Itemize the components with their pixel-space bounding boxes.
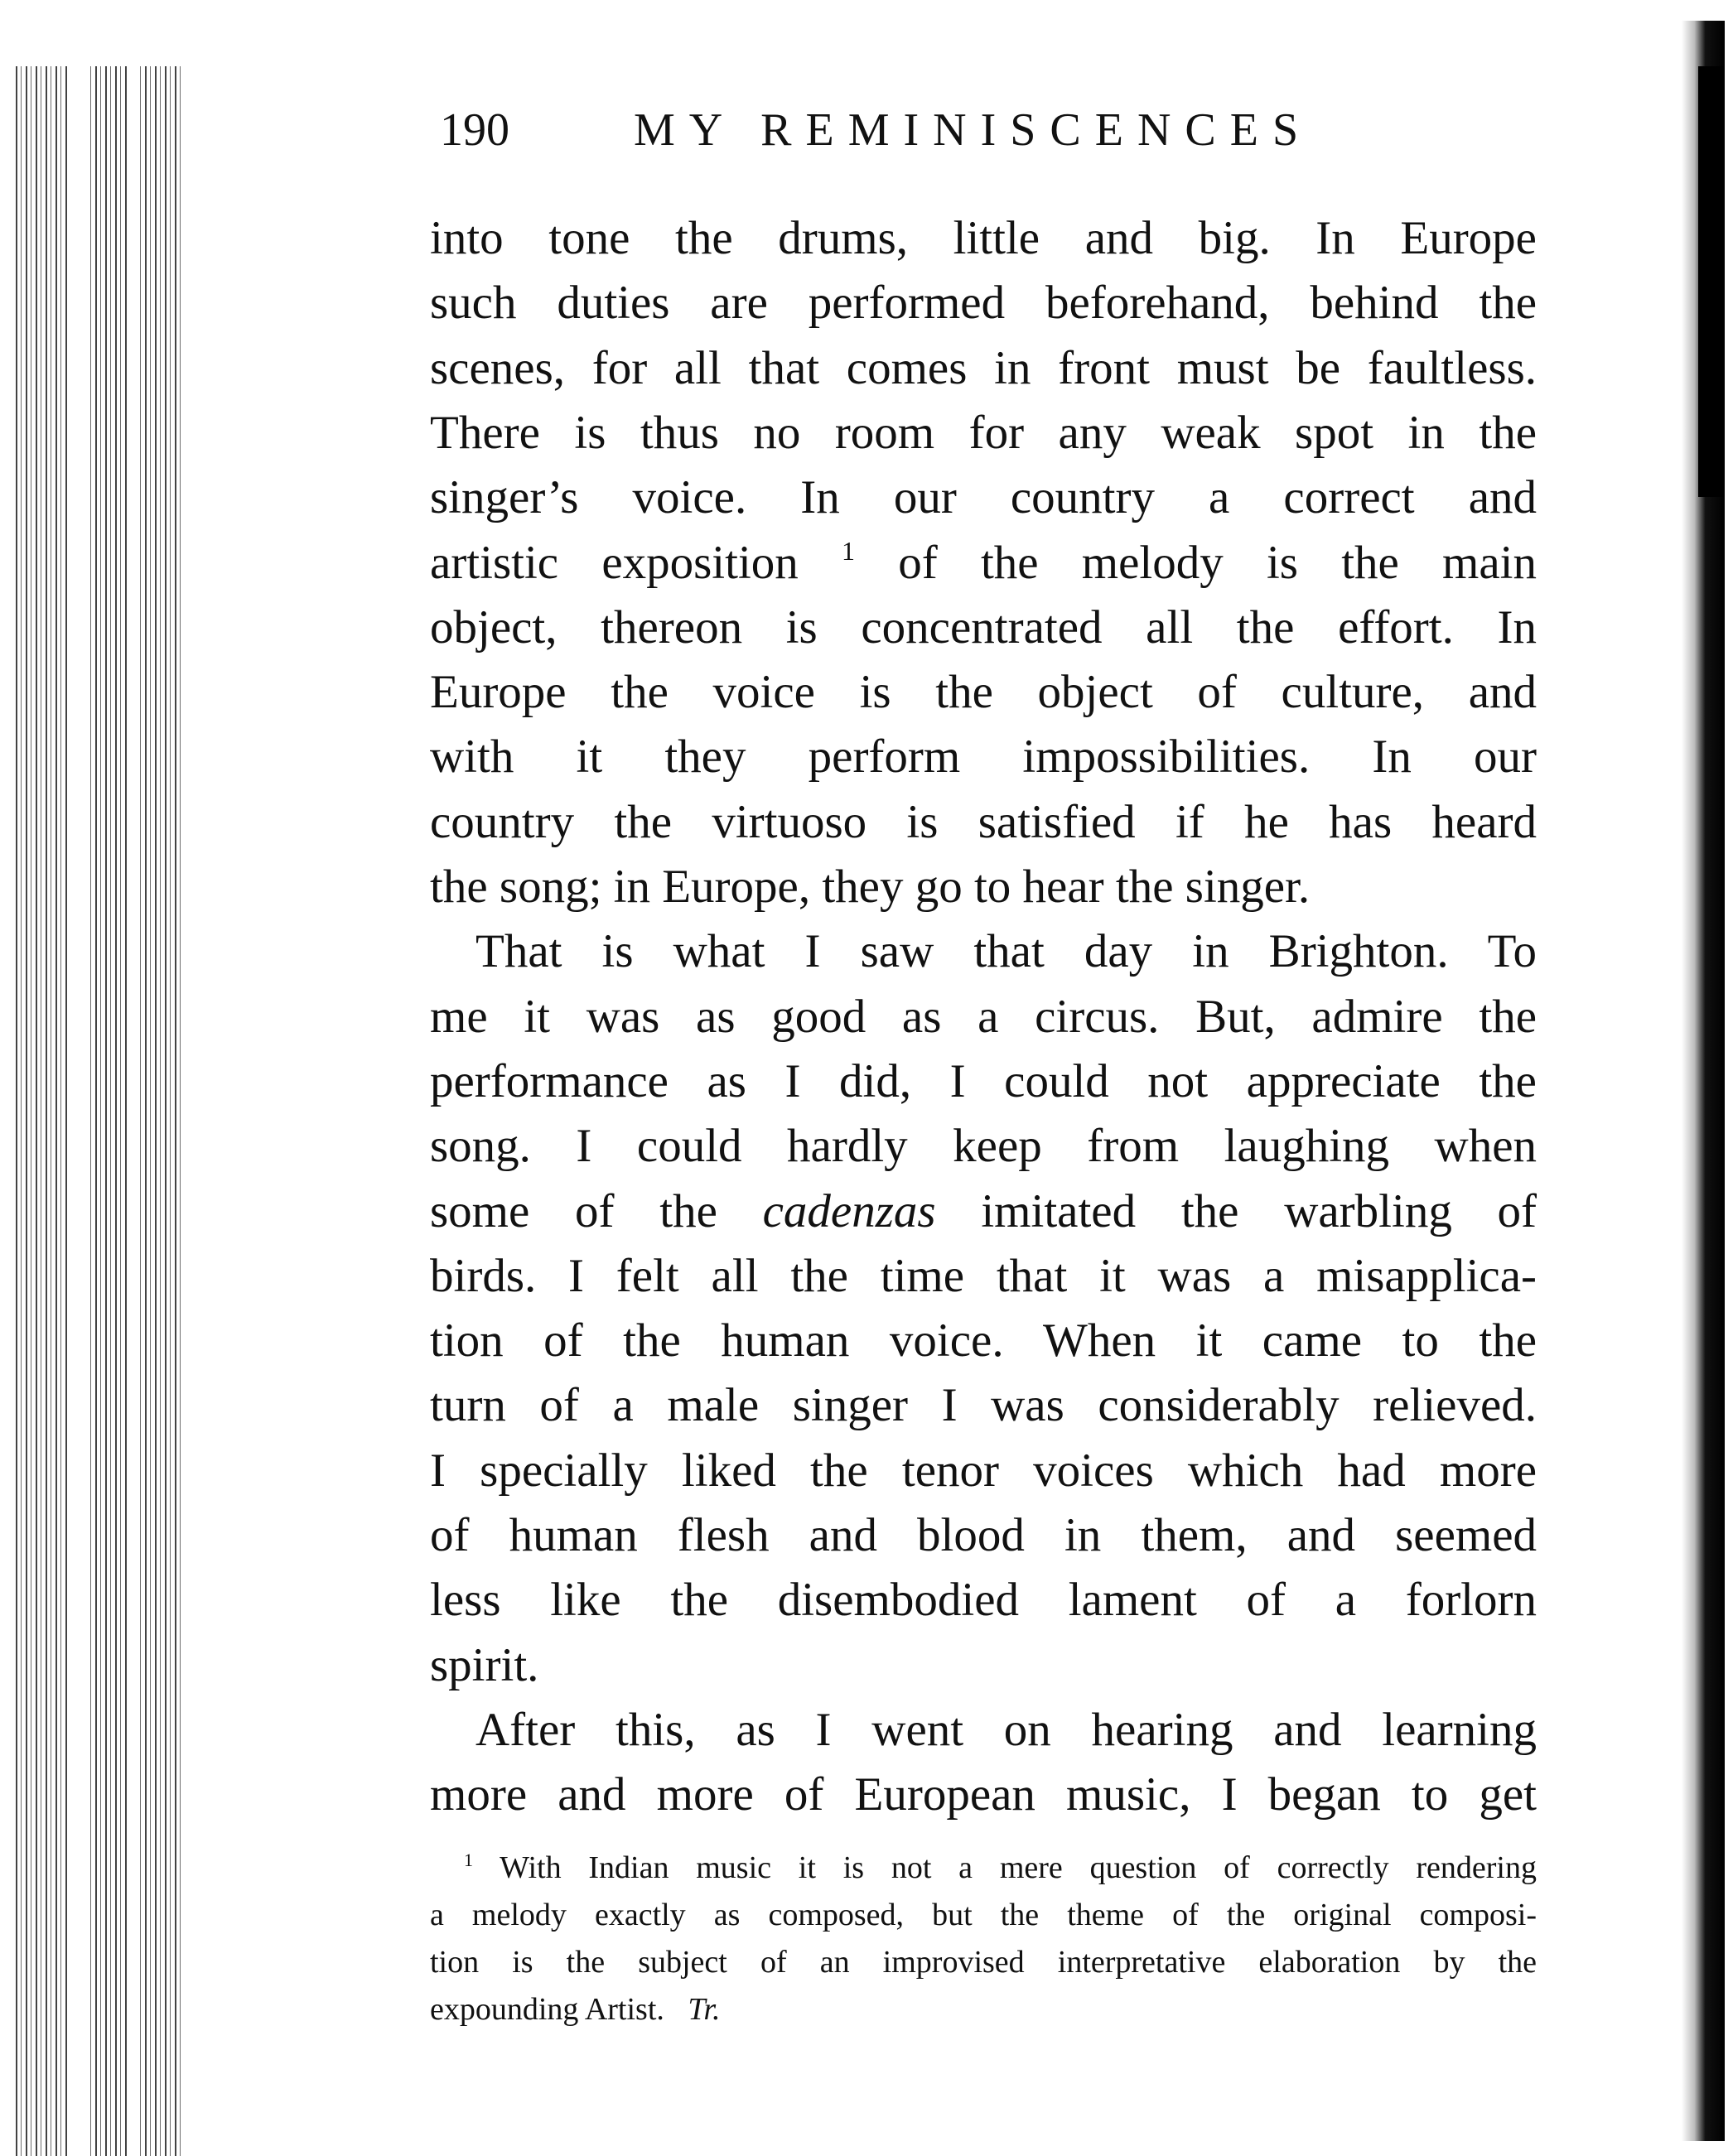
gutter-gap: [70, 66, 88, 2156]
italic-term: cadenzas: [762, 1184, 936, 1237]
footnote-text: tion is the subject of an improvised interpretative elaboration by the: [430, 1945, 1537, 1980]
text-line: [430, 534, 1537, 592]
text-segment: imitated the warbling of: [981, 1184, 1537, 1237]
footnote-text: expounding Artist.: [430, 1992, 664, 2027]
text-line: That is what I saw that day in Brighton. To: [475, 925, 1537, 978]
text-segment: of the melody is the main: [898, 536, 1537, 589]
text-line: scenes, for all that comes in front must be faultless.: [430, 341, 1537, 394]
text-line: song. I could hardly keep from laughing when: [430, 1120, 1537, 1173]
footnote-line: [464, 1847, 1537, 1888]
running-title: MY REMINISCENCES: [634, 104, 1313, 156]
text-line: performance as I did, I could not appreciate the: [430, 1054, 1537, 1107]
footnote-line: [430, 1941, 1537, 1983]
text-line: Europe the voice is the object of culture, and: [430, 666, 1537, 719]
text-line: country the virtuoso is satisfied if he has heard: [430, 795, 1537, 848]
text-line: such duties are performed beforehand, behind the: [430, 277, 1537, 330]
text-line: I specially liked the tenor voices which had more: [430, 1444, 1537, 1497]
text-line: turn of a male singer I was considerably relieved.: [430, 1379, 1537, 1432]
text-line: [430, 1183, 1537, 1241]
text-line: spirit.: [430, 1638, 539, 1691]
footnote-line: [430, 1894, 1537, 1936]
text-line: me it was as good as a circus. But, admire the: [430, 990, 1537, 1043]
text-line: of human flesh and blood in them, and seemed: [430, 1509, 1537, 1561]
text-line: There is thus no room for any weak spot in the: [430, 406, 1537, 459]
text-line: more and more of European music, I began to get: [430, 1768, 1537, 1821]
text-line: less like the disembodied lament of a forlorn: [430, 1574, 1537, 1627]
text-line: birds. I felt all the time that it was a misapplica-: [430, 1249, 1537, 1302]
text-segment: some of the: [430, 1184, 717, 1237]
page-edge-dark: [1698, 66, 1725, 497]
text-line: After this, as I went on hearing and learning: [475, 1703, 1537, 1756]
gutter-gap: [128, 66, 139, 2156]
page-number: 190: [440, 104, 509, 156]
footnote-text: a melody exactly as composed, but the theme of the original composi-: [430, 1898, 1537, 1932]
text-line: tion of the human voice. When it came to the: [430, 1314, 1537, 1367]
translator-signature: Tr.: [688, 1992, 721, 2027]
text-segment: artistic exposition: [430, 536, 799, 589]
text-line: the song; in Europe, they go to hear the singer.: [430, 861, 1311, 913]
binding-gutter-lines: [12, 66, 181, 2156]
running-header: [435, 104, 1537, 162]
text-line: into tone the drums, little and big. In Europe: [430, 212, 1537, 264]
footnote-line: [430, 1989, 1537, 2030]
footnote-marker: 1: [464, 1850, 473, 1870]
text-line: with it they perform impossibilities. In our: [430, 731, 1537, 784]
text-line: singer’s voice. In our country a correct and: [430, 471, 1537, 524]
footnote-text: With Indian music it is not a mere question of correctly rendering: [500, 1850, 1537, 1885]
text-line: object, thereon is concentrated all the effort. In: [430, 600, 1537, 654]
footnote-reference: 1: [842, 535, 856, 566]
